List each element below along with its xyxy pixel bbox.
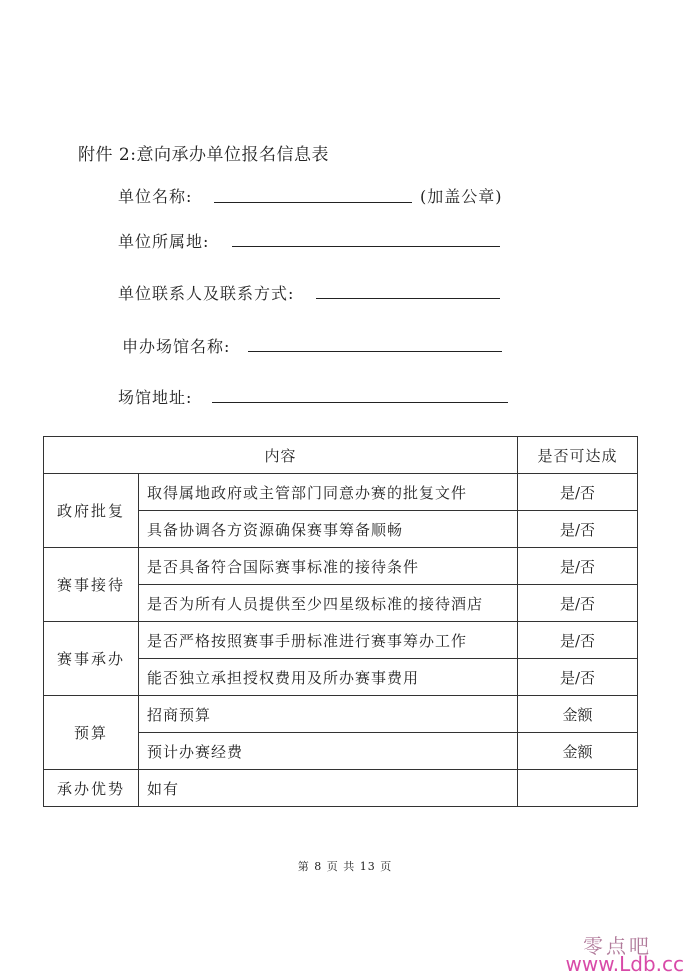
category-event-hosting: 赛事承办 — [44, 622, 139, 696]
row-answer[interactable]: 是/否 — [518, 585, 638, 622]
field-suffix-official-seal: (加盖公章) — [420, 187, 503, 206]
field-line-contact[interactable] — [316, 298, 500, 299]
row-answer[interactable]: 是/否 — [518, 659, 638, 696]
row-answer[interactable]: 是/否 — [518, 548, 638, 585]
field-line-unit-location[interactable] — [232, 246, 500, 247]
row-text: 招商预算 — [139, 696, 518, 733]
row-text: 是否严格按照赛事手册标准进行赛事筹办工作 — [139, 622, 518, 659]
header-answer: 是否可达成 — [518, 437, 638, 474]
field-line-venue-name[interactable] — [248, 351, 502, 352]
row-text: 取得属地政府或主管部门同意办赛的批复文件 — [139, 474, 518, 511]
field-label-unit-location: 单位所属地: — [118, 232, 210, 251]
row-text: 如有 — [139, 770, 518, 807]
row-answer[interactable]: 是/否 — [518, 511, 638, 548]
row-text: 具备协调各方资源确保赛事筹备顺畅 — [139, 511, 518, 548]
field-label-venue-name: 申办场馆名称: — [122, 337, 231, 356]
field-label-unit-name: 单位名称: — [118, 187, 193, 206]
category-budget: 预算 — [44, 696, 139, 770]
watermark-url: www.Ldb.cc — [565, 952, 684, 976]
row-answer[interactable] — [518, 770, 638, 807]
table-row — [44, 696, 638, 733]
header-content: 内容 — [44, 437, 518, 474]
field-label-venue-address: 场馆地址: — [118, 388, 193, 407]
registration-table — [43, 436, 638, 807]
document-title: 附件 2:意向承办单位报名信息表 — [78, 145, 329, 165]
table-header-row — [44, 437, 638, 474]
table-row — [44, 622, 638, 659]
category-event-reception: 赛事接待 — [44, 548, 139, 622]
field-line-unit-name[interactable] — [214, 202, 412, 203]
row-answer[interactable]: 金额 — [518, 733, 638, 770]
row-answer[interactable]: 是/否 — [518, 474, 638, 511]
table-row — [44, 770, 638, 807]
table-row — [44, 548, 638, 585]
row-answer[interactable]: 金额 — [518, 696, 638, 733]
row-text: 是否为所有人员提供至少四星级标准的接待酒店 — [139, 585, 518, 622]
category-government-approval: 政府批复 — [44, 474, 139, 548]
field-line-venue-address[interactable] — [212, 402, 508, 403]
page-number: 第 8 页 共 13 页 — [297, 860, 393, 873]
table-row — [44, 474, 638, 511]
row-text: 预计办赛经费 — [139, 733, 518, 770]
row-text: 能否独立承担授权费用及所办赛事费用 — [139, 659, 518, 696]
row-answer[interactable]: 是/否 — [518, 622, 638, 659]
watermark-text: 零点吧 — [583, 934, 652, 958]
field-label-contact: 单位联系人及联系方式: — [118, 284, 295, 303]
row-text: 是否具备符合国际赛事标准的接待条件 — [139, 548, 518, 585]
category-hosting-advantage: 承办优势 — [44, 770, 139, 807]
